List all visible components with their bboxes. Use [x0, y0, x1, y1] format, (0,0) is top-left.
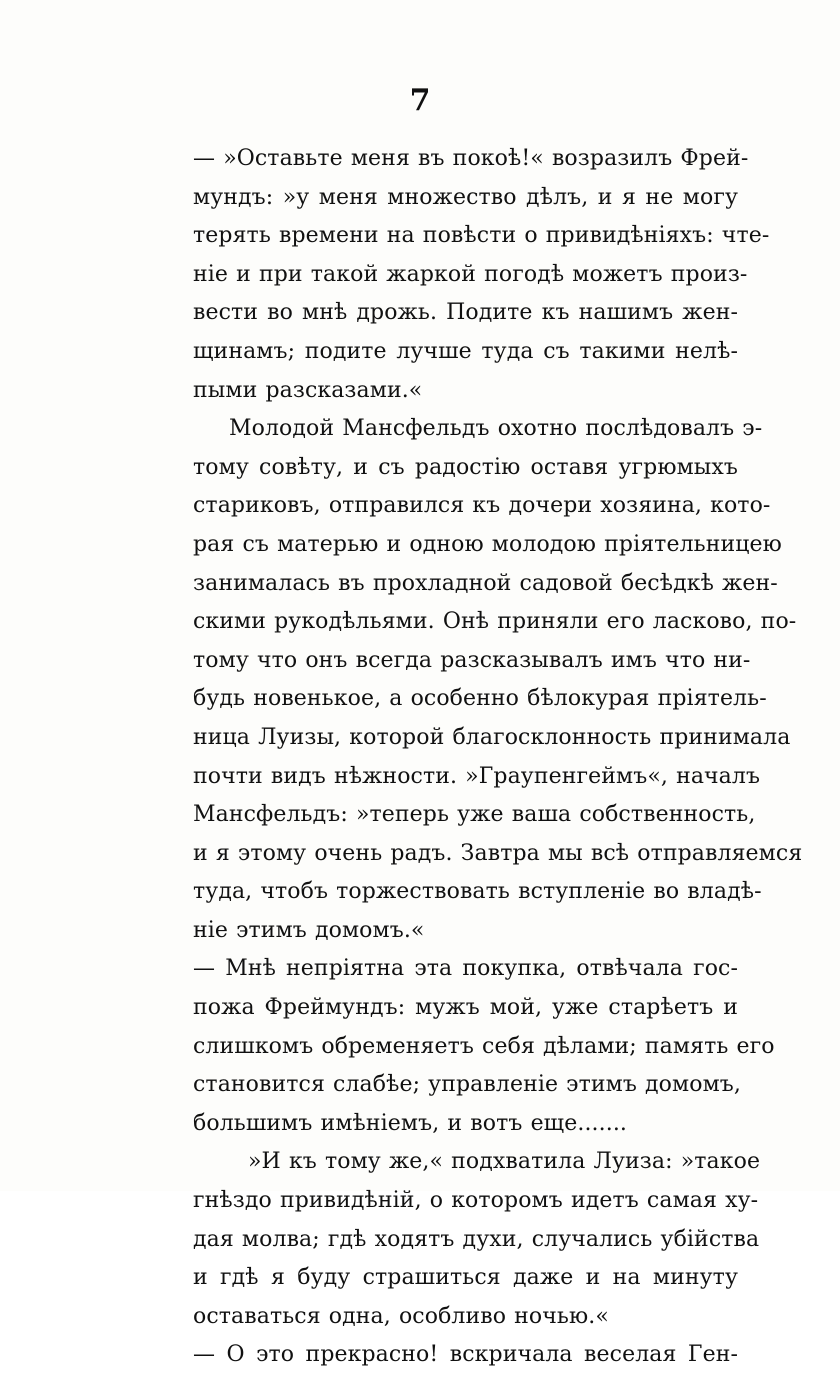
page-number: 7: [409, 83, 431, 118]
text-line: дая молва; гдѣ ходятъ духи, случались убійства: [193, 1226, 760, 1252]
text-line: мундъ: »у меня множество дѣлъ, и я не могу: [193, 184, 738, 210]
text-line: и гдѣ я буду страшиться даже и на минуту: [193, 1265, 738, 1291]
text-line: туда, чтобъ торжествовать вступленіе во владѣ-: [193, 879, 762, 905]
text-line: пыми разсказами.«: [193, 377, 423, 403]
text-line: ница Луизы, которой благосклонность принимала: [193, 724, 791, 750]
text-line: слишкомъ обременяетъ себя дѣлами; память его: [193, 1033, 775, 1059]
text-line: и я этому очень радъ. Завтра мы всѣ отправляемся: [193, 840, 803, 866]
text-line: Молодой Мансфельдъ охотно послѣдовалъ э-: [229, 416, 763, 442]
text-line: щинамъ; подите лучше туда съ такими нелѣ-: [193, 338, 738, 364]
text-line: — О это прекрасно! вскричала веселая Ген-: [193, 1342, 738, 1368]
text-line: терять времени на повѣсти о привидѣніяхъ: чте-: [193, 223, 770, 249]
text-line: пожа Фреймундъ: мужъ мой, уже старѣетъ и: [193, 995, 738, 1021]
text-line: занималась въ прохладной садовой бесѣдкѣ жен-: [193, 570, 778, 596]
text-line: — Мнѣ непріятна эта покупка, отвѣчала гос-: [193, 956, 738, 982]
text-line: тому совѣту, и съ радостію оставя угрюмыхъ: [193, 454, 738, 480]
text-line: оставаться одна, особливо ночью.«: [193, 1303, 609, 1329]
text-line: гнѣздо привидѣній, о которомъ идетъ самая ху-: [193, 1188, 759, 1214]
text-line: большимъ имѣніемъ, и вотъ еще.......: [193, 1110, 628, 1136]
page-text: [193, 140, 803, 1375]
text-line: будь новенькое, а особенно бѣлокурая пріятель-: [193, 686, 767, 712]
text-line: почти видъ нѣжности. »Граупенгеймъ«, началъ: [193, 763, 761, 789]
text-line: вести во мнѣ дрожь. Подите къ нашимъ жен-: [193, 300, 738, 326]
text-line: скими рукодѣльями. Онѣ приняли его ласково, по-: [193, 609, 797, 635]
text-line: »И къ тому же,« подхватила Луиза: »такое: [248, 1149, 761, 1175]
text-line: ніе и при такой жаркой погодѣ можетъ произ-: [193, 261, 748, 287]
text-line: — »Оставьте меня въ покоѣ!« возразилъ Фрей-: [193, 146, 749, 171]
text-line: ніе этимъ домомъ.«: [193, 917, 425, 943]
text-line: стариковъ, отправился къ дочери хозяина, кото-: [193, 493, 771, 519]
text-line: рая съ матерью и одною молодою пріятельницею: [193, 531, 782, 557]
text-line: тому что онъ всегда разсказывалъ имъ что ни-: [193, 647, 751, 673]
text-line: Мансфельдъ: »теперь уже ваша собственность,: [193, 802, 756, 828]
text-line: становится слабѣе; управленіе этимъ домомъ,: [193, 1072, 741, 1098]
